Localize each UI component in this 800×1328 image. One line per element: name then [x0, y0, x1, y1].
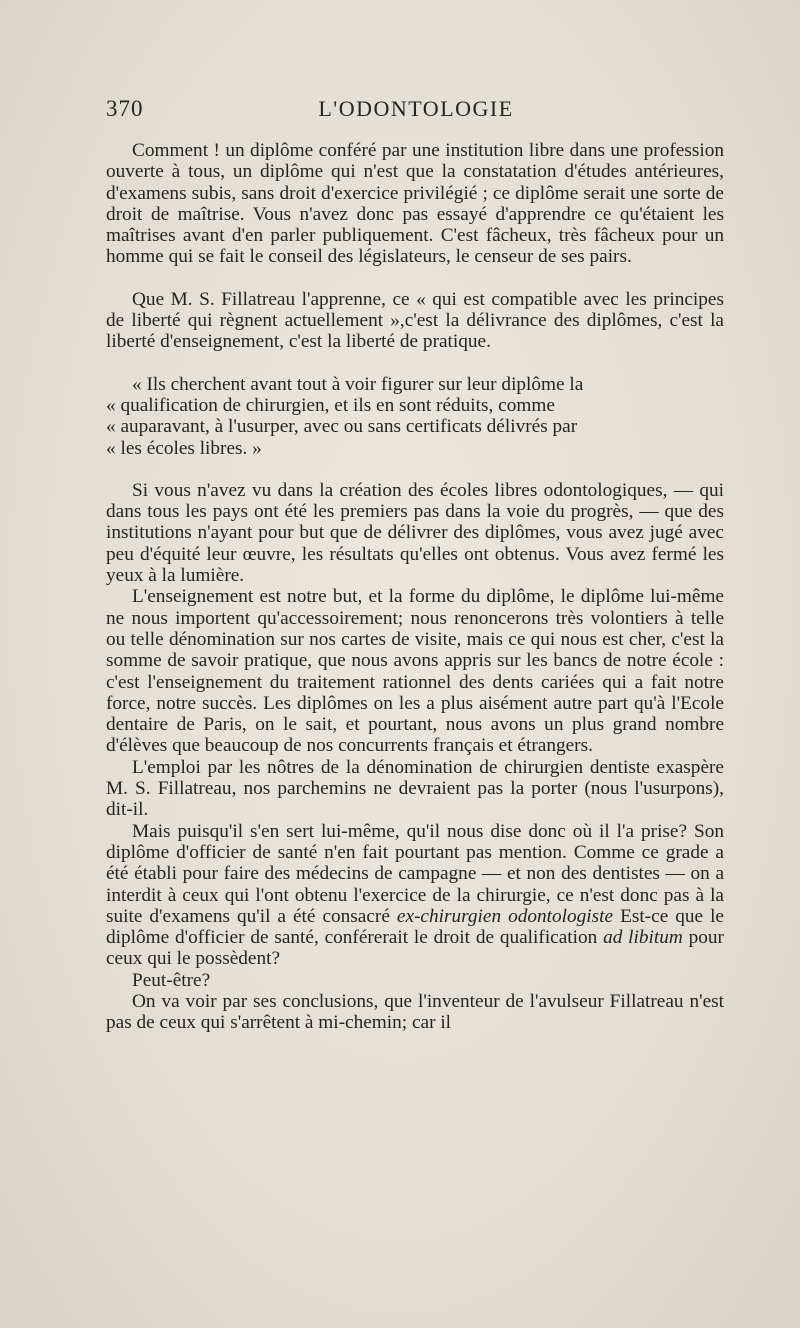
- quote-line: « Ils cherchent avant tout à voir figurer sur leur diplôme la: [132, 373, 584, 395]
- paragraph: L'enseignement est notre but, et la forme du diplôme, le diplôme lui-même ne nous importent qu'accessoirement; nous renoncerons très volontiers à telle ou telle dénomination sur nos cartes de visite, mais ce qui nous est cher, c'est la somme de savoir pratique, que nous avons appris sur les bancs de notre école : c'est l'enseignement du traitement rationnel des dents cariées qui a fait notre force, notre succès. Les diplômes on les a plus aisément autre part qu'à l'Ecole dentaire de Paris, on le sait, et pourtant, nous avons un plus grand nombre d'élèves que beaucoup de nos concurrents français et étrangers.: [106, 586, 724, 757]
- paragraph: Que M. S. Fillatreau l'apprenne, ce « qui est compatible avec les principes de liberté qui règnent actuellement »,c'est la délivrance des diplômes, c'est la liberté d'enseignement, c'est la liberté de pratique.: [106, 288, 724, 353]
- paragraph-text: Est-ce que le diplôme d'officier de santé, conférerait le droit de qualification: [106, 905, 724, 949]
- quote-line: « auparavant, à l'usurper, avec ou sans certificats délivrés par: [106, 416, 578, 438]
- paragraph: L'emploi par les nôtres de la dénomination de chirurgien dentiste exaspère M. S. Fillatreau, nos parchemins ne devraient pas la porter (nous l'usurpons), dit-il.: [106, 756, 724, 821]
- italic-term: ad libitum: [603, 927, 683, 949]
- quote-line: « les écoles libres. »: [106, 437, 262, 459]
- quote-line: « qualification de chirurgien, et ils en sont réduits, comme: [106, 394, 555, 416]
- italic-term: ex-chirurgien odontologiste: [396, 905, 614, 927]
- paragraph-text: Mais puisqu'il s'en sert lui-même, qu'il nous dise donc où il l'a prise? Son diplôme d'officier de santé n'en fait pourtant pas mention. Comme ce grade a été établi pour faire des médecins de campagne — et non des dentistes — on a interdit à ceux qui l'ont obtenu l'exercice de la chirurgie, ce n'est donc pas à la suite d'examens qu'il a été consacré: [106, 820, 724, 927]
- paragraph: Comment ! un diplôme conféré par une institution libre dans une profession ouverte à tous, un diplôme qui n'est que la constatation d'études antérieures, d'examens subis, sans droit d'exercice privilégié ; ce diplôme serait une sorte de droit de maîtrise. Vous n'avez donc pas essayé d'apprendre ce qu'étaient les maîtrises avant d'en parler publiquement. C'est fâcheux, très fâcheux pour un homme qui se fait le conseil des législateurs, le censeur de ses pairs.: [106, 140, 724, 268]
- running-title: L'ODONTOLOGIE: [318, 96, 514, 121]
- page-header: [106, 96, 726, 132]
- paragraph: On va voir par ses conclusions, que l'inventeur de l'avulseur Fillatreau n'est pas de ceux qui s'arrêtent à mi-chemin; car il: [106, 990, 724, 1034]
- paragraph-text: pour ceux qui le possèdent?: [106, 927, 724, 970]
- body-text: [106, 140, 724, 1034]
- paragraph: Peut-être?: [132, 969, 211, 991]
- page-number: 370: [106, 96, 144, 121]
- paragraph: Si vous n'avez vu dans la création des écoles libres odontologiques, — qui dans tous les pays ont été les premiers pas dans la voie du progrès, — que des institutions n'ayant pour but que de délivrer des diplômes, vous avez jugé avec peu d'équité leur œuvre, les résultats qu'elles ont obtenus. Vous avez fermé les yeux à la lumière.: [106, 479, 724, 587]
- block-quote: [106, 374, 724, 459]
- paragraph: [106, 821, 724, 970]
